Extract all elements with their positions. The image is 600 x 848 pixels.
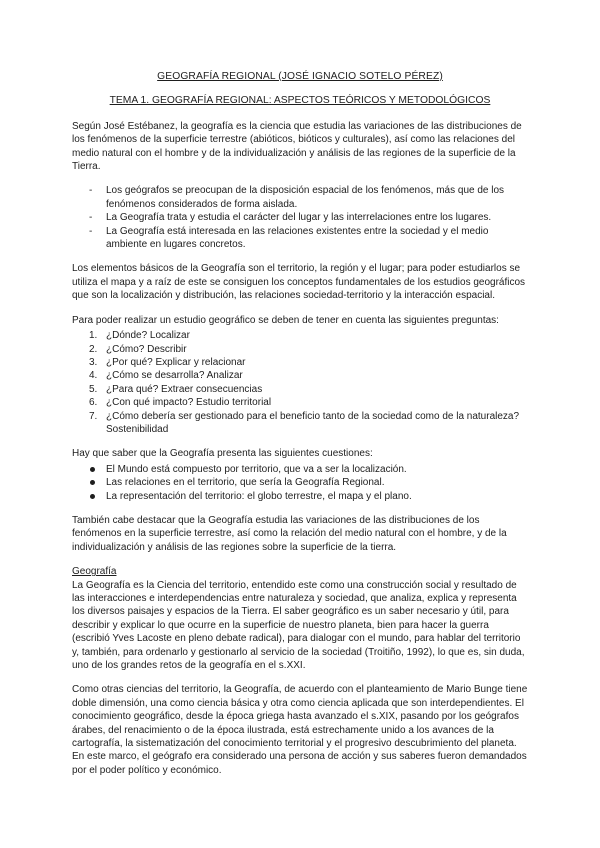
list-item [72, 184, 528, 211]
dash-mark: - [89, 225, 93, 237]
document-subtitle: TEMA 1. GEOGRAFÍA REGIONAL: ASPECTOS TEÓRICOS Y METODOLÓGICOS [109, 95, 491, 107]
also-paragraph: También cabe destacar que la Geografía estudia las variaciones de las distribuciones de los fenómenos en la superficie terrestre, así como la relación del medio natural con el hombre, y de la individualización y análisis de las regiones sobre la superficie de la tierra. [72, 514, 507, 553]
questions-list [72, 329, 528, 436]
bullet-icon [90, 480, 95, 485]
list-item [72, 383, 528, 396]
list-item-text: La Geografía trata y estudia el carácter del lugar y las interrelaciones entre los lugares. [106, 212, 492, 224]
list-item-text: ¿Por qué? Explicar y relacionar [106, 356, 246, 368]
document-title: GEOGRAFÍA REGIONAL (JOSÉ IGNACIO SOTELO PÉREZ) [157, 71, 443, 82]
list-item [72, 476, 528, 489]
list-item [72, 463, 528, 476]
list-item [72, 225, 528, 252]
bunge-paragraph: Como otras ciencias del territorio, la Geografía, de acuerdo con el planteamiento de Mario Bunge tiene doble dimensión, una como ciencia básica y otra como ciencia aplicada que son interdependientes. El conocimiento geográfico, desde la época griega hasta avanzado el s.XIX, pasando por los geógrafos árabes, del renacimiento o de la época ilustrada, está estrechamente unido a los avances de la cartografía, la sistematización del conocimiento territorial y el progresivo descubrimiento del planeta. En este marco, el geógrafo era considerado una persona de acción y sus saberes fueron demandados por el poder político y económico. [72, 684, 528, 776]
list-item-text: ¿Dónde? Localizar [106, 330, 190, 342]
issues-intro: Hay que saber que la Geografía presenta las siguientes cuestiones: [72, 448, 373, 460]
questions-intro: Para poder realizar un estudio geográfico se deben de tener en cuenta las siguientes preguntas: [72, 314, 499, 326]
list-item-text: La Geografía está interesada en las relaciones existentes entre la sociedad y el medio ambiente en lugares concretos. [106, 225, 489, 251]
geografia-heading: Geografía [72, 566, 117, 578]
list-number: 7. [89, 410, 98, 422]
list-item-text: ¿Con qué impacto? Estudio territorial [106, 397, 272, 409]
list-item-text: ¿Cómo se desarrolla? Analizar [106, 370, 243, 382]
list-number: 6. [89, 397, 98, 409]
list-item-text: El Mundo está compuesto por territorio, que va a ser la localización. [106, 463, 407, 475]
list-number: 3. [89, 356, 98, 368]
list-number: 1. [89, 330, 98, 342]
list-item-text: ¿Cómo? Describir [106, 343, 187, 355]
list-item-text: Las relaciones en el territorio, que sería la Geografía Regional. [106, 477, 385, 489]
list-item [72, 396, 528, 409]
list-item [72, 356, 528, 369]
list-item [72, 329, 528, 342]
issues-list [72, 463, 528, 503]
list-item [72, 343, 528, 356]
list-item-text: Los geógrafos se preocupan de la disposición espacial de los fenómenos, más que de los fenómenos considerados de forma aislada. [106, 185, 505, 210]
elements-paragraph: Los elementos básicos de la Geografía son el territorio, la región y el lugar; para poder estudiarlos se utiliza el mapa y a raíz de este se consiguen los conceptos fundamentales de los estudios geográficos que son la localización y distribución, las relaciones sociedad-territorio y la interacción espacial. [72, 263, 526, 302]
list-item [72, 490, 528, 503]
list-item-text: La representación del territorio: el globo terrestre, el mapa y el plano. [106, 490, 412, 502]
list-number: 5. [89, 383, 98, 395]
dash-mark: - [89, 212, 93, 224]
dash-mark: - [89, 185, 93, 197]
list-number: 2. [89, 343, 98, 355]
geografia-paragraph: La Geografía es la Ciencia del territorio, entendido este como una construcción social y resultado de las interacciones e interdependencias entre naturaleza y sociedad, que analiza, explica y representa los diversos paisajes y espacios de la Tierra. El saber geográfico es un saber necesario y útil, para describir y explicar lo que ocurre en la superficie de nuestro planeta, bien para hacer la guerra (escribió Yves Lacoste en pleno debate radical), para dialogar con el mundo, para hablar del territorio y, también, para ordenarlo y gestionarlo al servicio de la sociedad (Troitiño, 1992), lo que es, sin duda, uno de los grandes retos de la geografía en el s.XXI. [72, 579, 525, 672]
dash-list [72, 184, 528, 251]
list-item-text: ¿Cómo debería ser gestionado para el beneficio tanto de la sociedad como de la naturaleza? Sostenibilidad [106, 410, 520, 435]
bullet-icon [90, 467, 95, 472]
list-item-text: ¿Para qué? Extraer consecuencias [106, 383, 263, 395]
list-item [72, 211, 528, 224]
list-item [72, 410, 528, 437]
list-number: 4. [89, 370, 98, 382]
list-item [72, 369, 528, 382]
bullet-icon [90, 494, 95, 499]
intro-paragraph: Según José Estébanez, la geografía es la ciencia que estudia las variaciones de las distribuciones de los fenómenos de la superficie terrestre (abióticos, bióticos y culturales), así como las relaciones del medio natural con el hombre y de la individualización y análisis de las regiones de la superficie de la Tierra. [72, 120, 522, 173]
